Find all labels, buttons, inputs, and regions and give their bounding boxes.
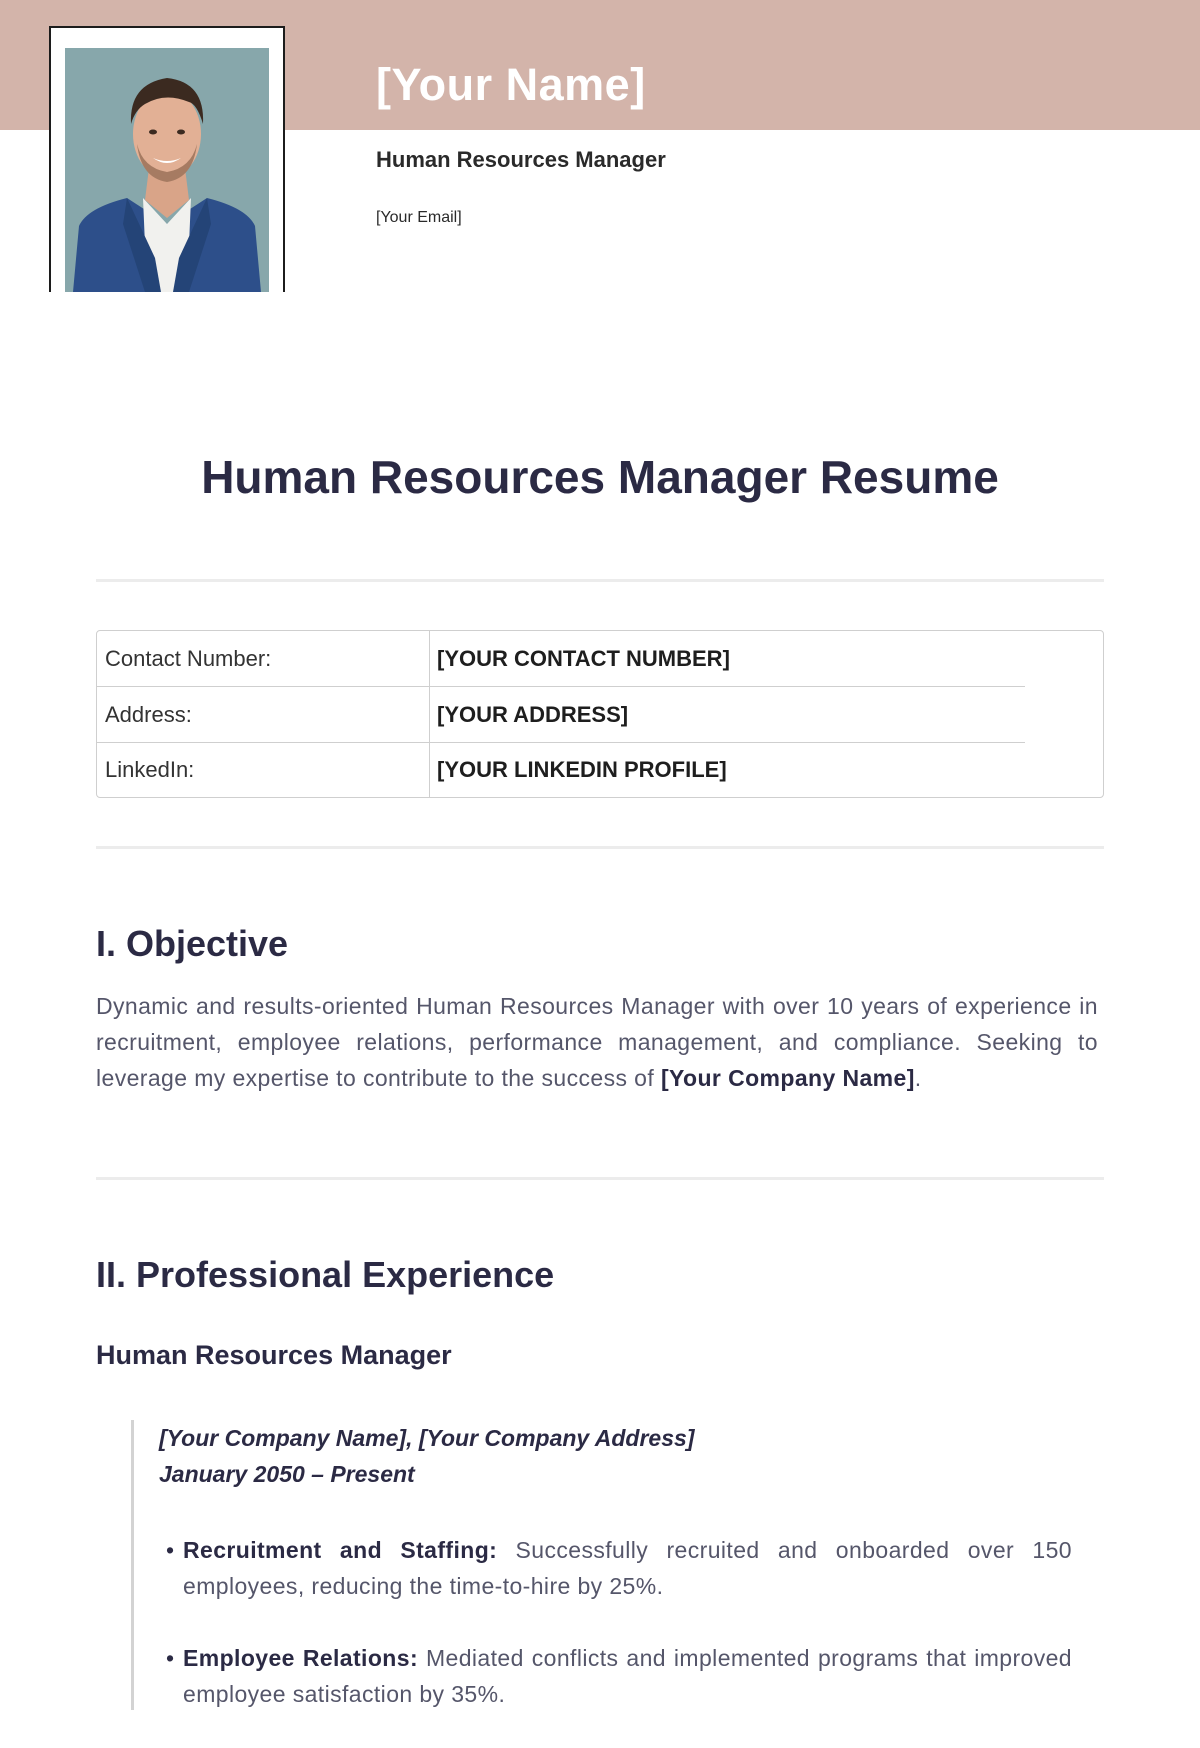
section-heading-experience: II. Professional Experience <box>96 1254 555 1295</box>
objective-text: Dynamic and results-oriented Human Resources Manager with over 10 years of experience in recruitment, employee relations, performance management, and compliance. Seeking to leverage my expertise to contribute to the success of <box>96 993 1098 1091</box>
candidate-role: Human Resources Manager <box>376 147 666 172</box>
objective-paragraph <box>96 988 1098 1096</box>
document-title: Human Resources Manager Resume <box>201 451 999 503</box>
table-row-linkedin <box>97 742 1103 798</box>
bullet-text: Mediated conflicts and implemented programs that improved employee satisfaction by 35%. <box>183 1645 1072 1707</box>
job-left-rule <box>131 1420 134 1710</box>
contact-table <box>96 630 1104 798</box>
job-dates: January 2050 – Present <box>159 1461 415 1487</box>
candidate-email: [Your Email] <box>376 209 462 226</box>
divider <box>96 846 1104 849</box>
contact-value: [YOUR CONTACT NUMBER] <box>437 646 730 671</box>
bullet-text: Successfully recruited and onboarded over 150 employees, reducing the time-to-hire by 25%. <box>183 1537 1072 1599</box>
objective-company: [Your Company Name] <box>660 1065 915 1091</box>
job-responsibilities <box>166 1532 1072 1748</box>
objective-end: . <box>914 1065 922 1091</box>
list-item <box>166 1640 1072 1712</box>
contact-label: Contact Number: <box>105 646 272 671</box>
divider <box>96 579 1104 582</box>
divider <box>96 1177 1104 1180</box>
list-item <box>166 1532 1072 1604</box>
table-row-contact-number <box>97 631 1103 687</box>
contact-value: [YOUR LINKEDIN PROFILE] <box>437 757 727 782</box>
candidate-name: [Your Name] <box>376 59 646 110</box>
bullet-lead: Employee Relations: <box>183 1645 418 1671</box>
profile-photo <box>65 48 269 292</box>
bullet-lead: Recruitment and Staffing: <box>183 1537 498 1563</box>
contact-label: LinkedIn: <box>105 757 195 782</box>
job-company: [Your Company Name], [Your Company Address] <box>159 1425 695 1451</box>
contact-label: Address: <box>105 702 192 727</box>
job-title: Human Resources Manager <box>96 1340 452 1370</box>
table-row-address <box>97 687 1103 743</box>
contact-value: [YOUR ADDRESS] <box>437 702 629 727</box>
profile-photo-frame <box>49 26 285 292</box>
section-heading-objective: I. Objective <box>96 923 289 964</box>
